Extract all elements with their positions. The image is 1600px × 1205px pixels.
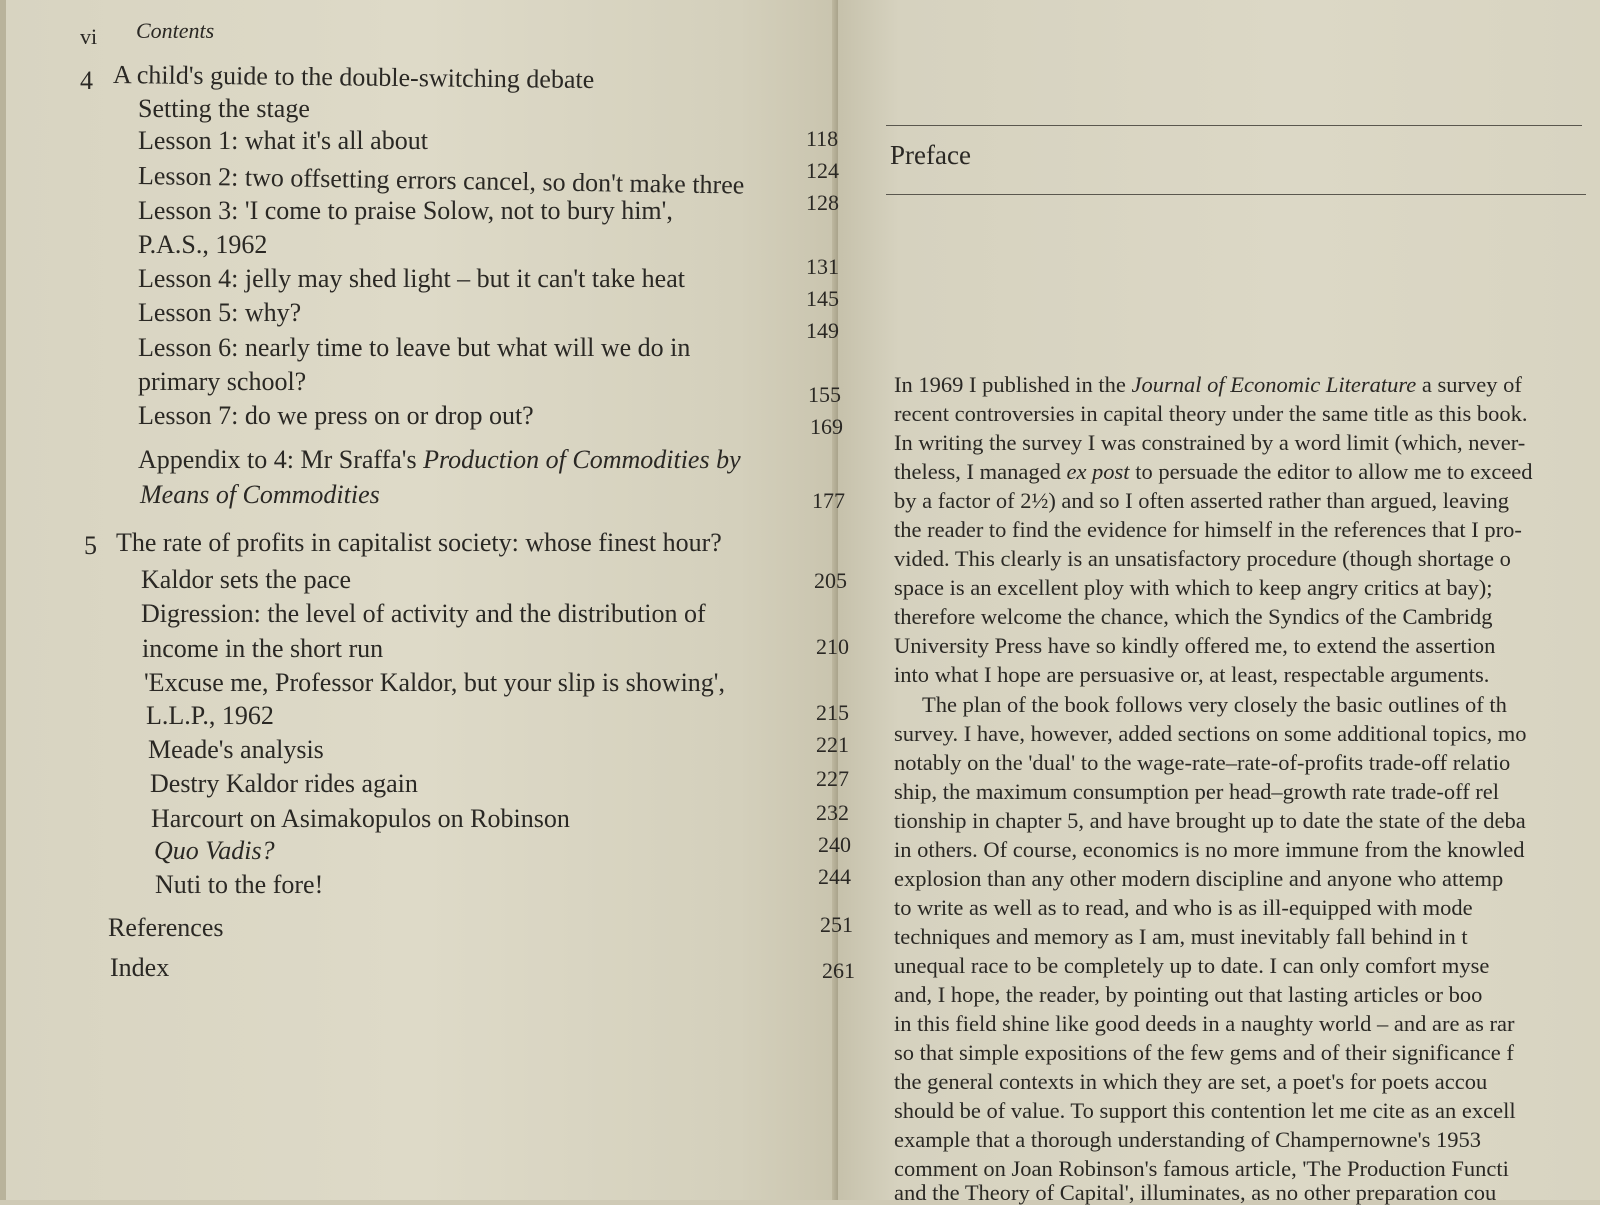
body-line: in others. Of course, economics is no more immune from the knowled: [894, 837, 1525, 862]
body-line: and the Theory of Capital', illuminates, as no other preparation cou: [894, 1180, 1497, 1205]
toc-page-number: 227: [816, 766, 849, 791]
body-line: the reader to find the evidence for himself in the references that I pro-: [894, 517, 1522, 542]
body-line: space is an excellent ploy with which to keep angry critics at bay);: [894, 575, 1493, 600]
page-edge: [0, 0, 6, 1200]
body-line: The plan of the book follows very closely the basic outlines of th: [922, 692, 1507, 717]
toc-page-number: 261: [822, 958, 855, 983]
toc-page-number: 177: [812, 488, 845, 513]
body-line: vided. This clearly is an unsatisfactory procedure (though shortage o: [894, 546, 1511, 571]
toc-page-number: 128: [806, 190, 839, 215]
toc-entry: income in the short run: [142, 634, 384, 663]
toc-index: Index: [110, 953, 170, 982]
body-line: into what I hope are persuasive or, at least, respectable arguments.: [894, 662, 1490, 687]
toc-entry: Lesson 4: jelly may shed light – but it can't take heat: [138, 264, 685, 293]
toc-entry: Lesson 5: why?: [138, 298, 302, 327]
page-number: vi: [80, 24, 98, 49]
toc-page-number: 118: [806, 126, 839, 151]
toc-page-number: 149: [806, 318, 839, 343]
body-line: In 1969 I published in the Journal of Economic Literature a survey of: [894, 372, 1522, 397]
body-line: the general contexts in which they are set, a poet's for poets accou: [894, 1069, 1488, 1094]
body-line: recent controversies in capital theory under the same title as this book.: [894, 401, 1528, 426]
chapter-title: The rate of profits in capitalist society: whose finest hour?: [116, 528, 722, 557]
body-line: ship, the maximum consumption per head–growth rate trade-off rel: [894, 779, 1500, 804]
body-line: University Press have so kindly offered me, to extend the assertion: [894, 633, 1496, 658]
body-line: techniques and memory as I am, must inevitably fall behind in t: [894, 924, 1468, 949]
toc-entry: Lesson 3: 'I come to praise Solow, not to bury him',: [138, 196, 673, 225]
toc-page-number: 221: [816, 732, 849, 757]
toc-entry: Lesson 7: do we press on or drop out?: [138, 401, 534, 430]
body-line: example that a thorough understanding of Champernowne's 1953: [894, 1127, 1482, 1152]
toc-page-number: 232: [816, 800, 849, 825]
toc-page-number: 215: [816, 700, 849, 725]
toc-page-number: 169: [810, 414, 843, 439]
toc-references: References: [108, 913, 224, 942]
toc-entry: Meade's analysis: [148, 735, 324, 764]
body-line: should be of value. To support this contention let me cite as an excell: [894, 1098, 1516, 1123]
preface-rule-top: [886, 125, 1582, 126]
toc-entry: Lesson 1: what it's all about: [138, 126, 428, 155]
body-line: therefore welcome the chance, which the Syndics of the Cambridg: [894, 604, 1493, 629]
body-line: tionship in chapter 5, and have brought up to date the state of the deba: [894, 808, 1526, 833]
body-line: so that simple expositions of the few gems and of their significance f: [894, 1040, 1514, 1065]
toc-entry: 'Excuse me, Professor Kaldor, but your slip is showing',: [144, 668, 725, 697]
preface-heading: Preface: [890, 140, 971, 170]
body-line: in this field shine like good deeds in a naughty world – and are as rar: [894, 1011, 1515, 1036]
body-line: notably on the 'dual' to the wage-rate–rate-of-profits trade-off relatio: [894, 750, 1511, 775]
chapter-number: 4: [80, 66, 93, 95]
body-line: In writing the survey I was constrained by a word limit (which, never-: [894, 430, 1526, 455]
toc-page-number: 131: [806, 254, 839, 279]
toc-page-number: 124: [806, 158, 839, 183]
running-title: Contents: [136, 18, 215, 43]
body-line: to write as well as to read, and who is as ill-equipped with mode: [894, 895, 1473, 920]
toc-page-number: 155: [808, 382, 841, 407]
body-line: by a factor of 2½) and so I often asserted rather than argued, leaving: [894, 488, 1509, 513]
toc-page-number: 244: [818, 864, 851, 889]
toc-entry: L.L.P., 1962: [146, 701, 274, 730]
toc-entry: Kaldor sets the pace: [141, 565, 352, 594]
body-line: explosion than any other modern discipline and anyone who attemp: [894, 866, 1504, 891]
toc-entry: Lesson 2: two offsetting errors cancel, so don't make three: [137, 161, 745, 200]
toc-entry: Harcourt on Asimakopulos on Robinson: [151, 804, 570, 833]
body-line: and, I hope, the reader, by pointing out that lasting articles or boo: [894, 982, 1483, 1007]
body-line: theless, I managed ex post to persuade the editor to allow me to exceed: [894, 459, 1533, 484]
toc-page-number: 210: [816, 634, 849, 659]
chapter-title: A child's guide to the double-switching debate: [112, 60, 595, 95]
body-line: survey. I have, however, added sections on some additional topics, mo: [894, 721, 1527, 746]
toc-entry: Destry Kaldor rides again: [150, 769, 418, 798]
toc-entry: Setting the stage: [138, 94, 310, 123]
appendix-entry-cont: Means of Commodities: [140, 480, 380, 509]
toc-entry: Nuti to the fore!: [155, 870, 324, 899]
toc-page-number: 240: [818, 832, 851, 857]
toc-page-number: 251: [820, 912, 853, 937]
preface-rule-bottom: [886, 194, 1586, 195]
body-line: unequal race to be completely up to date. I can only comfort myse: [894, 953, 1490, 978]
toc-entry: Lesson 6: nearly time to leave but what will we do in: [138, 333, 691, 362]
appendix-entry: Appendix to 4: Mr Sraffa's Production of Commodities by: [138, 445, 741, 474]
toc-entry: Quo Vadis?: [154, 836, 275, 865]
chapter-number: 5: [84, 531, 97, 560]
toc-page-number: 145: [806, 286, 839, 311]
toc-entry: Digression: the level of activity and the distribution of: [141, 599, 706, 628]
toc-entry: P.A.S., 1962: [138, 230, 268, 259]
body-line: comment on Joan Robinson's famous article, 'The Production Functi: [894, 1156, 1509, 1181]
toc-page-number: 205: [814, 568, 847, 593]
toc-entry: primary school?: [138, 367, 307, 396]
